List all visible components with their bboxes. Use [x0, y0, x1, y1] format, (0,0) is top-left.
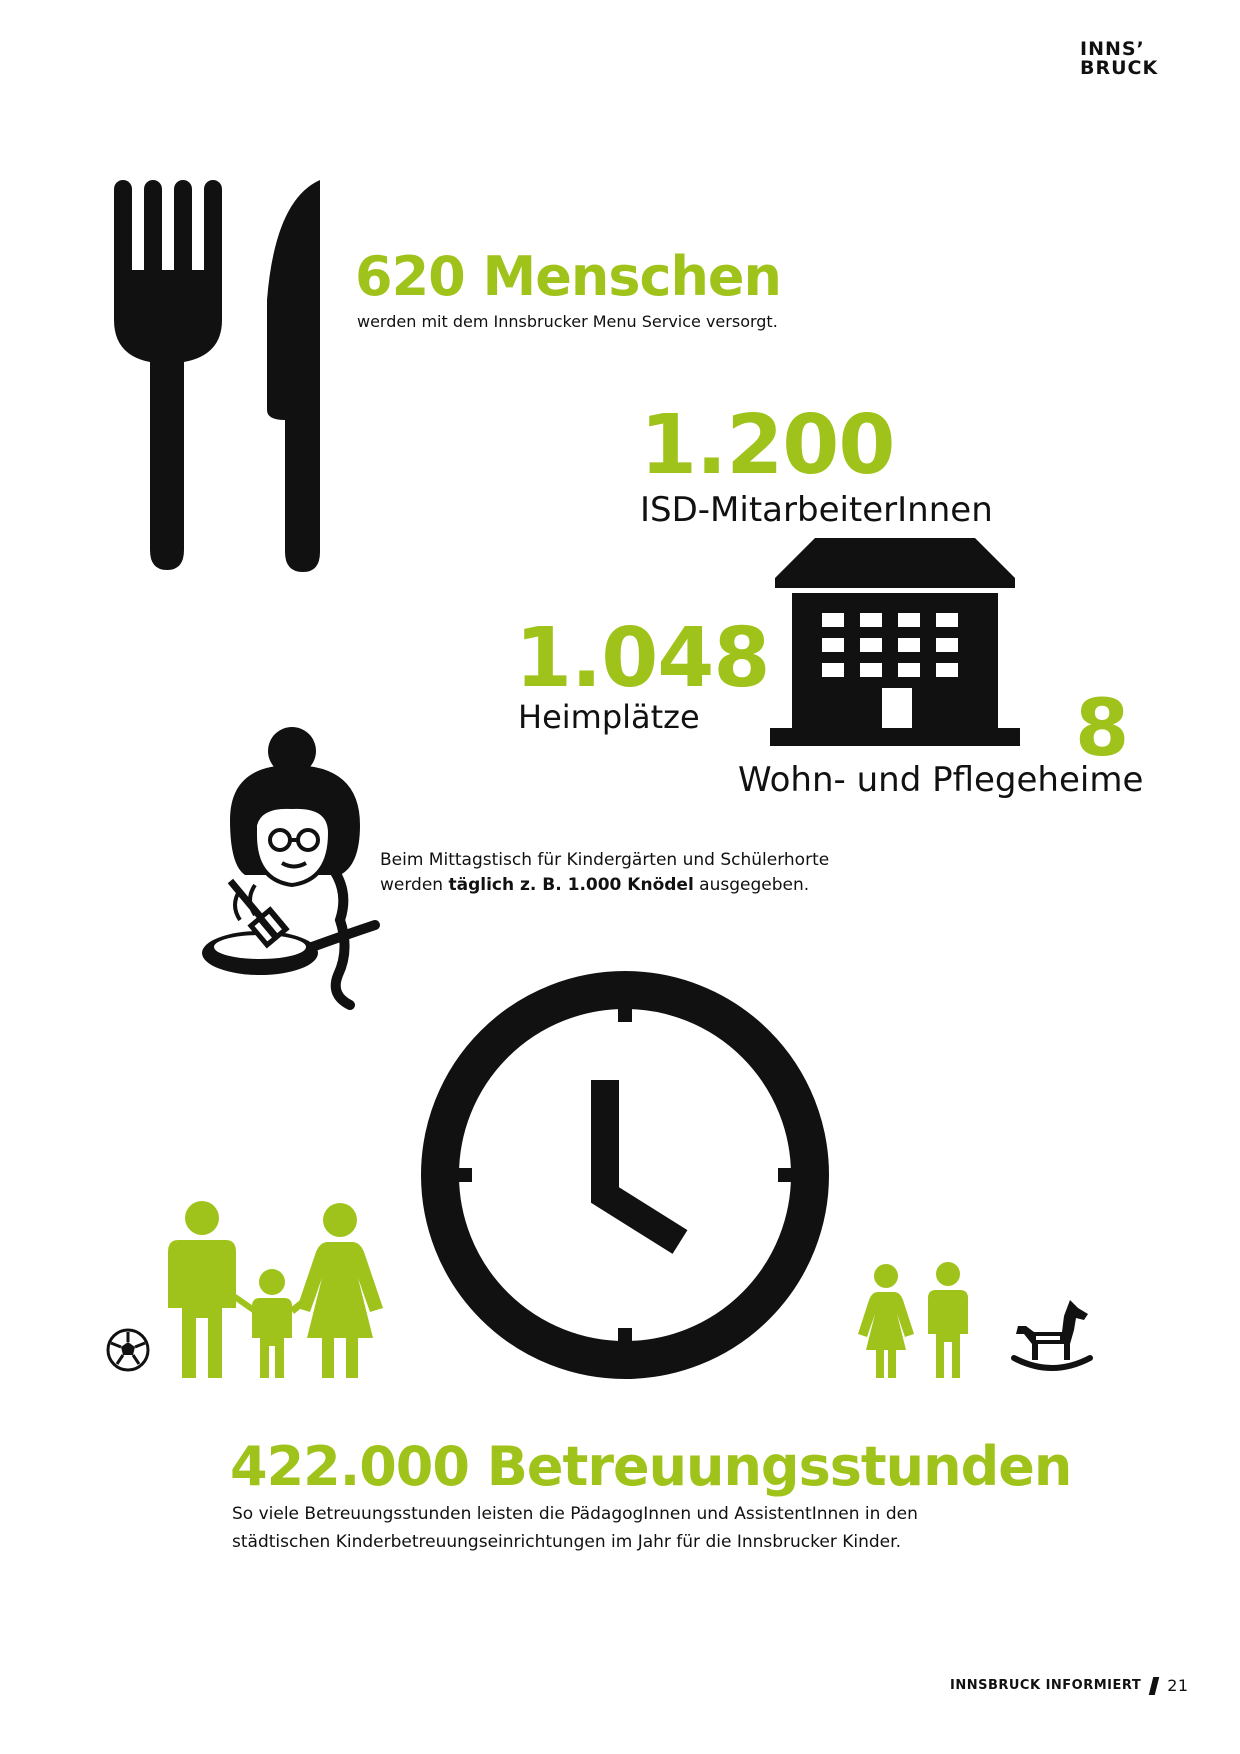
heimplaetze-label: Heimplätze: [518, 698, 700, 736]
rocking-horse-icon: [1012, 1300, 1092, 1378]
children-icon: [858, 1262, 978, 1378]
mitarbeiter-label: ISD-MitarbeiterInnen: [640, 490, 993, 530]
innsbruck-logo: [1080, 40, 1158, 78]
heime-label: Wohn- und Pflegeheime: [738, 760, 1144, 800]
mittagstisch-pre: werden: [380, 875, 449, 895]
mitarbeiter-value: 1.200: [640, 398, 895, 493]
heimplaetze-value: 1.048: [515, 611, 770, 706]
stunden-text: [232, 1500, 992, 1556]
mittagstisch-line-2: [380, 873, 900, 898]
knife-icon: [265, 180, 325, 572]
family-icon: [168, 1198, 383, 1380]
fork-icon: [112, 180, 222, 570]
page-number: 21: [1167, 1676, 1189, 1695]
mittagstisch-post: ausgegeben.: [693, 875, 810, 895]
clock-icon: [420, 970, 830, 1380]
stunden-line-1: So viele Betreuungsstunden leisten die PädagogInnen und AssistentInnen in den: [232, 1504, 918, 1524]
mittagstisch-line-1: Beim Mittagstisch für Kindergärten und Schülerhorte: [380, 850, 830, 870]
menschen-value: 620 Menschen: [355, 245, 781, 308]
mittagstisch-bold: täglich z. B. 1.000 Knödel: [448, 875, 694, 895]
stunden-value: 422.000 Betreuungsstunden: [230, 1435, 1072, 1498]
heime-value: 8: [1075, 684, 1129, 774]
page-footer: [950, 1676, 1189, 1695]
footer-divider: [1149, 1677, 1159, 1695]
mittagstisch-text: [380, 848, 900, 898]
footer-label: INNSBRUCK INFORMIERT: [950, 1678, 1142, 1693]
stunden-line-2: städtischen Kinderbetreuungseinrichtungen im Jahr für die Innsbrucker Kinder.: [232, 1532, 901, 1552]
cook-woman-icon: [200, 725, 390, 1015]
logo-line-1: INNS’: [1080, 38, 1145, 60]
logo-line-2: BRUCK: [1080, 57, 1159, 79]
soccer-ball-icon: [106, 1328, 150, 1372]
building-icon: [770, 538, 1020, 748]
menschen-text: werden mit dem Innsbrucker Menu Service versorgt.: [357, 312, 778, 331]
